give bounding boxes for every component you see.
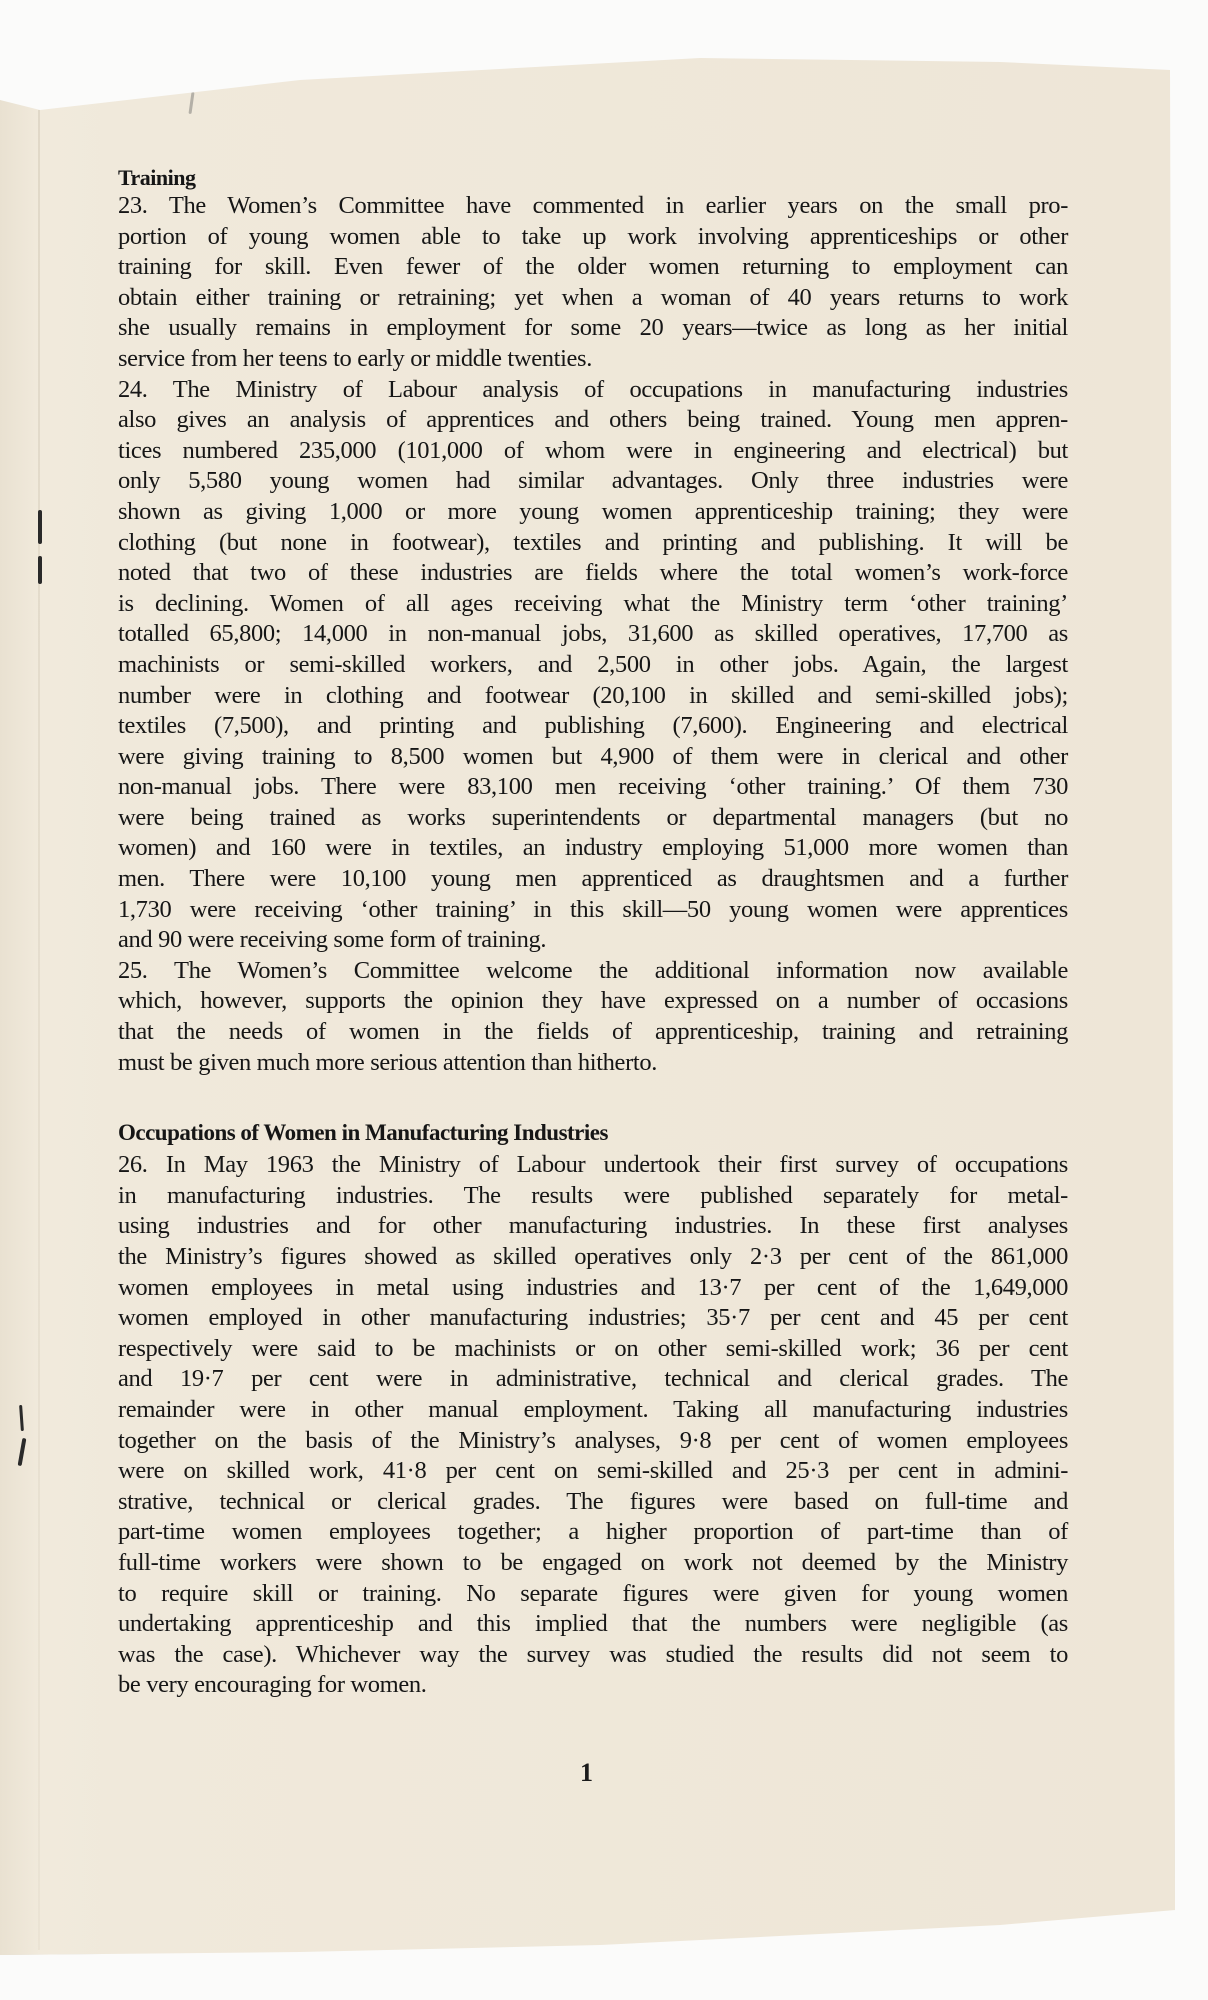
text-line: 26. In May 1963 the Ministry of Labour undertook their first survey of occupations bbox=[118, 1151, 1068, 1179]
text-line: which, however, supports the opinion they have expressed on a number of occasions bbox=[118, 987, 1068, 1015]
text-line: women employees in metal using industries and 13·7 per cent of the 1,649,000 bbox=[118, 1273, 1068, 1301]
text-line: and 90 were receiving some form of training. bbox=[118, 926, 547, 954]
text-line: that the needs of women in the fields of apprenticeship, training and retraining bbox=[118, 1018, 1068, 1046]
text-line: were being trained as works superintendents or departmental managers (but no bbox=[118, 803, 1068, 831]
text-line: 24. The Ministry of Labour analysis of occupations in manufacturing industries bbox=[118, 375, 1068, 403]
text-line: using industries and for other manufacturing industries. In these first analyses bbox=[118, 1212, 1068, 1240]
text-line: remainder were in other manual employment. Taking all manufacturing industries bbox=[118, 1395, 1068, 1423]
staple-mark bbox=[38, 556, 42, 584]
text-line: in manufacturing industries. The results were published separately for metal- bbox=[118, 1181, 1068, 1209]
text-line: full-time workers were shown to be engaged on work not deemed by the Ministry bbox=[118, 1548, 1068, 1576]
text-line: service from her teens to early or middle twenties. bbox=[118, 344, 593, 372]
text-line: is declining. Women of all ages receiving what the Ministry term ‘other training’ bbox=[118, 589, 1068, 617]
text-line: 1,730 were receiving ‘other training’ in this skill—50 young women were apprentices bbox=[118, 895, 1068, 923]
paragraph-25 bbox=[118, 956, 1068, 1078]
paragraph-24 bbox=[118, 375, 1068, 956]
text-line: women employed in other manufacturing industries; 35·7 per cent and 45 per cent bbox=[118, 1304, 1068, 1332]
staple-mark bbox=[38, 510, 42, 544]
page-number: 1 bbox=[580, 1758, 593, 1787]
paragraph-23 bbox=[118, 191, 1068, 375]
text-line: strative, technical or clerical grades. The figures were based on full-time and bbox=[118, 1487, 1068, 1515]
text-line: part-time women employees together; a higher proportion of part-time than of bbox=[118, 1518, 1068, 1546]
text-line: number were in clothing and footwear (20,100 in skilled and semi-skilled jobs); bbox=[118, 681, 1068, 709]
text-line: also gives an analysis of apprentices and others being trained. Young men appren- bbox=[118, 406, 1068, 434]
text-line: women) and 160 were in textiles, an industry employing 51,000 more women than bbox=[118, 834, 1068, 862]
text-line: noted that two of these industries are fields where the total women’s work-force bbox=[118, 559, 1068, 587]
text-line: portion of young women able to take up work involving apprenticeships or other bbox=[118, 222, 1068, 250]
text-line: and 19·7 per cent were in administrative, technical and clerical grades. The bbox=[118, 1365, 1068, 1393]
section-heading-occupations: Occupations of Women in Manufacturing Industries bbox=[118, 1120, 608, 1146]
text-line: men. There were 10,100 young men apprenticed as draughtsmen and a further bbox=[118, 865, 1068, 893]
text-line: clothing (but none in footwear), textiles and printing and publishing. It will be bbox=[118, 528, 1068, 556]
text-line: the Ministry’s figures showed as skilled operatives only 2·3 per cent of the 861,000 bbox=[118, 1243, 1068, 1270]
text-line: tices numbered 235,000 (101,000 of whom were in engineering and electrical) but bbox=[118, 436, 1068, 464]
page-gutter bbox=[38, 110, 40, 1950]
text-line: 23. The Women’s Committee have commented in earlier years on the small pro- bbox=[118, 192, 1068, 219]
text-line: must be given much more serious attention than hitherto. bbox=[118, 1048, 658, 1076]
text-line: non-manual jobs. There were 83,100 men receiving ‘other training.’ Of them 730 bbox=[118, 773, 1068, 801]
text-line: was the case). Whichever way the survey was studied the results did not seem to bbox=[118, 1640, 1068, 1668]
text-line: to require skill or training. No separate figures were given for young women bbox=[118, 1579, 1068, 1607]
section-spacer bbox=[118, 1078, 1068, 1120]
text-line: be very encouraging for women. bbox=[118, 1671, 427, 1699]
text-line: together on the basis of the Ministry’s analyses, 9·8 per cent of women employees bbox=[118, 1426, 1068, 1454]
text-line: were on skilled work, 41·8 per cent on semi-skilled and 25·3 per cent in admini- bbox=[118, 1457, 1068, 1485]
document-body bbox=[118, 165, 1068, 1701]
text-line: respectively were said to be machinists or on other semi-skilled work; 36 per cent bbox=[118, 1334, 1068, 1362]
text-line: she usually remains in employment for some 20 years—twice as long as her initial bbox=[118, 314, 1068, 342]
text-line: shown as giving 1,000 or more young women apprenticeship training; they were bbox=[118, 497, 1068, 525]
text-line: obtain either training or retraining; yet when a woman of 40 years returns to work bbox=[118, 283, 1068, 311]
text-line: only 5,580 young women had similar advantages. Only three industries were bbox=[118, 467, 1068, 495]
text-line: totalled 65,800; 14,000 in non-manual jobs, 31,600 as skilled operatives, 17,700 as bbox=[118, 620, 1068, 648]
text-line: undertaking apprenticeship and this implied that the numbers were negligible (as bbox=[118, 1610, 1068, 1638]
section-heading-training: Training bbox=[118, 165, 196, 190]
text-line: were giving training to 8,500 women but 4,900 of them were in clerical and other bbox=[118, 742, 1068, 770]
paragraph-26 bbox=[118, 1150, 1068, 1701]
text-line: training for skill. Even fewer of the older women returning to employment can bbox=[118, 253, 1068, 281]
text-line: textiles (7,500), and printing and publishing (7,600). Engineering and electrical bbox=[118, 712, 1068, 740]
text-line: 25. The Women’s Committee welcome the additional information now available bbox=[118, 956, 1068, 984]
text-line: machinists or semi-skilled workers, and 2,500 in other jobs. Again, the largest bbox=[118, 650, 1068, 678]
ink-mark bbox=[188, 92, 194, 114]
